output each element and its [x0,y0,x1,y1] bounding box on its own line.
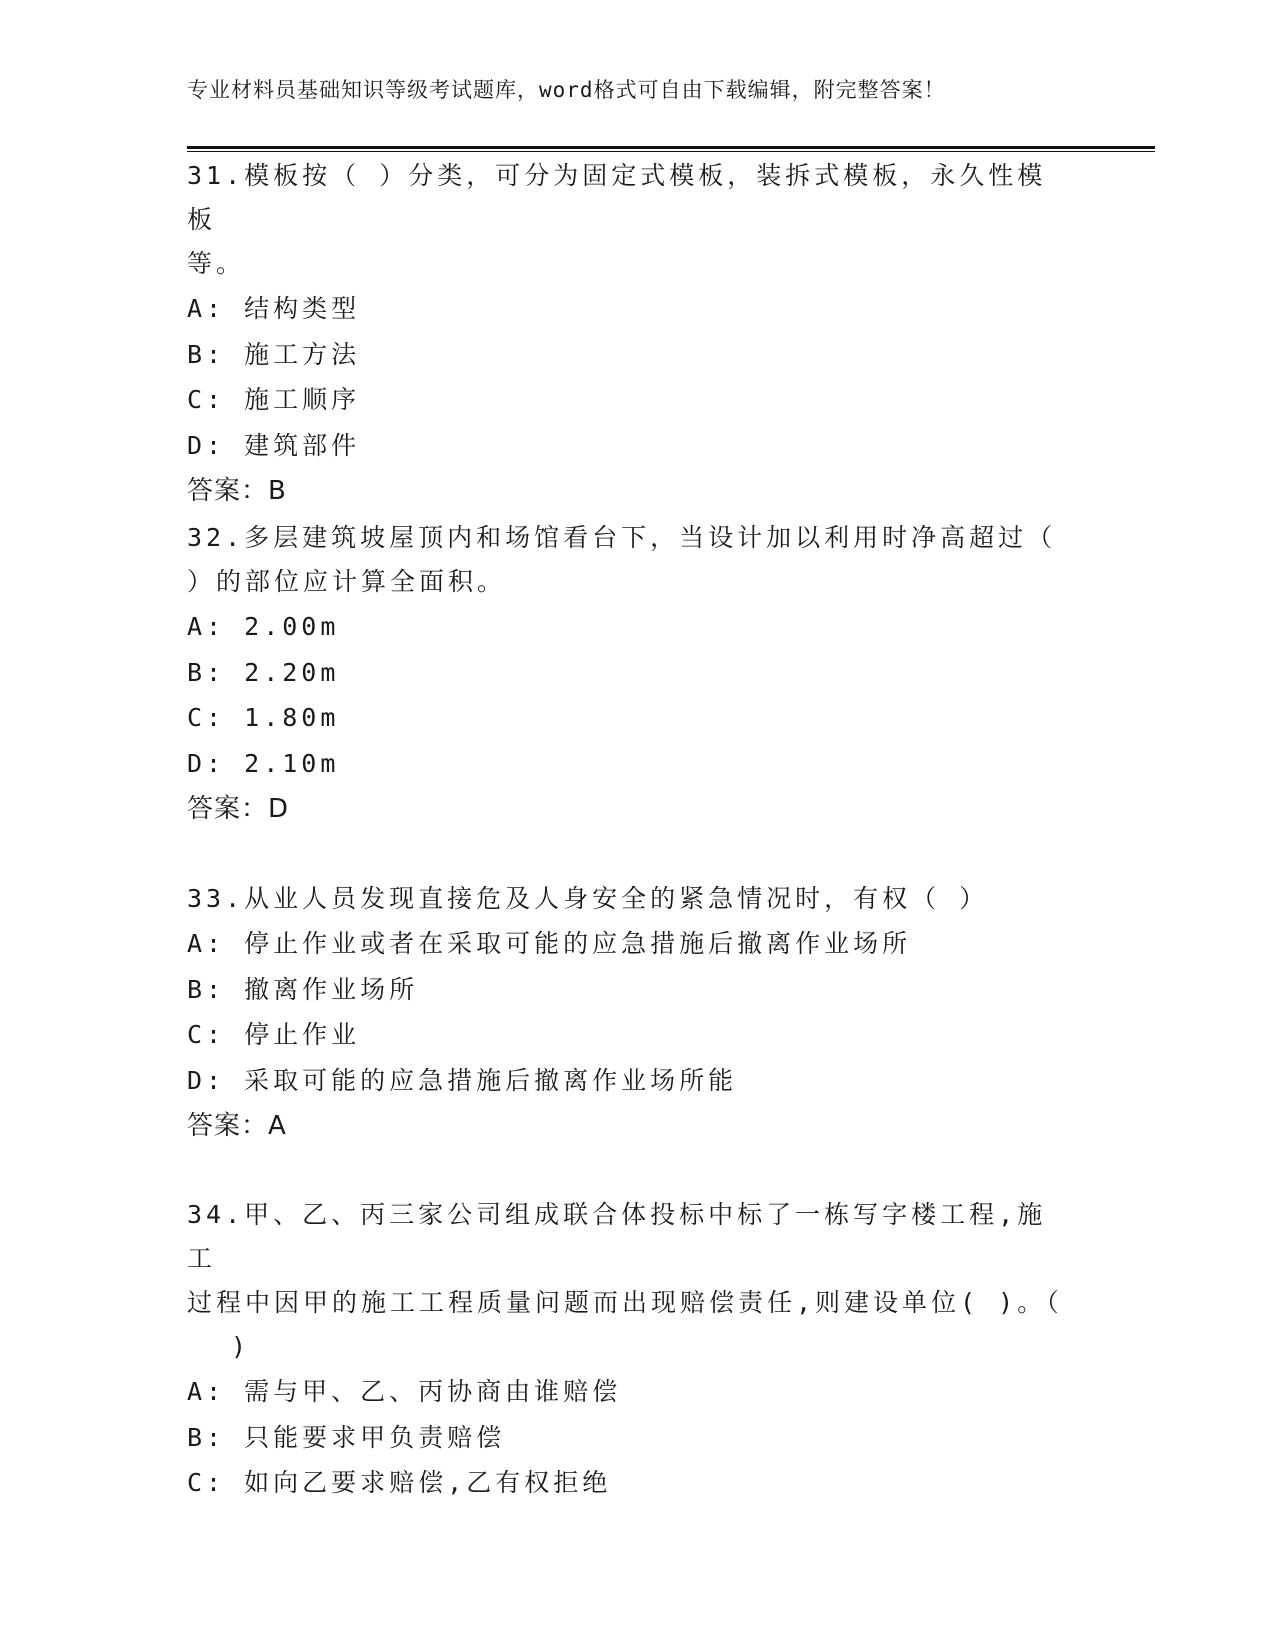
question-stem-line: 34.甲、乙、丙三家公司组成联合体投标中标了一栋写字楼工程,施工 [187,1200,1047,1273]
header-rule [187,146,1155,149]
question-stem-line: 32.多层建筑坡屋顶内和场馆看台下，当设计加以利用时净高超过（ [187,523,1057,552]
question-31 [187,154,1067,514]
option-a: A: 结构类型 [187,294,361,323]
question-stem-line: 等。 [187,249,246,278]
option-c: C: 停止作业 [187,1020,361,1049]
question-stem-line: ) [231,1332,251,1361]
question-stem-line: 31.模板按（ ）分类，可分为固定式模板，装拆式模板，永久性模板 [187,161,1047,234]
option-d: D: 建筑部件 [187,430,361,460]
option-b: B: 撤离作业场所 [187,974,419,1004]
option-d: D: 采取可能的应急措施后撤离作业场所能 [187,1065,738,1095]
option-c: C: 施工顺序 [187,385,361,414]
answer: 答案：D [187,794,290,824]
option-b: B: 只能要求甲负责赔偿 [187,1422,506,1452]
question-stem-line: ）的部位应计算全面积。 [187,567,507,596]
answer: 答案：B [187,476,287,506]
option-b: B: 施工方法 [187,339,361,369]
option-b: B: 2.20m [187,657,340,687]
question-stem-line: 33.从业人员发现直接危及人身安全的紧急情况时，有权（ ） [187,884,989,913]
question-32 [187,516,1067,832]
question-33 [187,877,1067,1149]
question-34 [187,1193,1067,1506]
page-header: 专业材料员基础知识等级考试题库，word格式可自由下载编辑，附完整答案！ [187,78,946,102]
answer: 答案：A [187,1111,287,1141]
option-c: C: 如向乙要求赔偿,乙有权拒绝 [187,1468,612,1497]
option-a: A: 2.00m [187,612,340,641]
option-d: D: 2.10m [187,748,340,778]
header-rule-thin [187,151,1155,152]
option-a: A: 停止作业或者在采取可能的应急措施后撤离作业场所 [187,929,912,958]
question-stem-line: 过程中因甲的施工工程质量问题而出现赔偿责任,则建设单位( )。（ [187,1288,1063,1317]
option-c: C: 1.80m [187,703,340,732]
option-a: A: 需与甲、乙、丙协商由谁赔偿 [187,1377,622,1406]
